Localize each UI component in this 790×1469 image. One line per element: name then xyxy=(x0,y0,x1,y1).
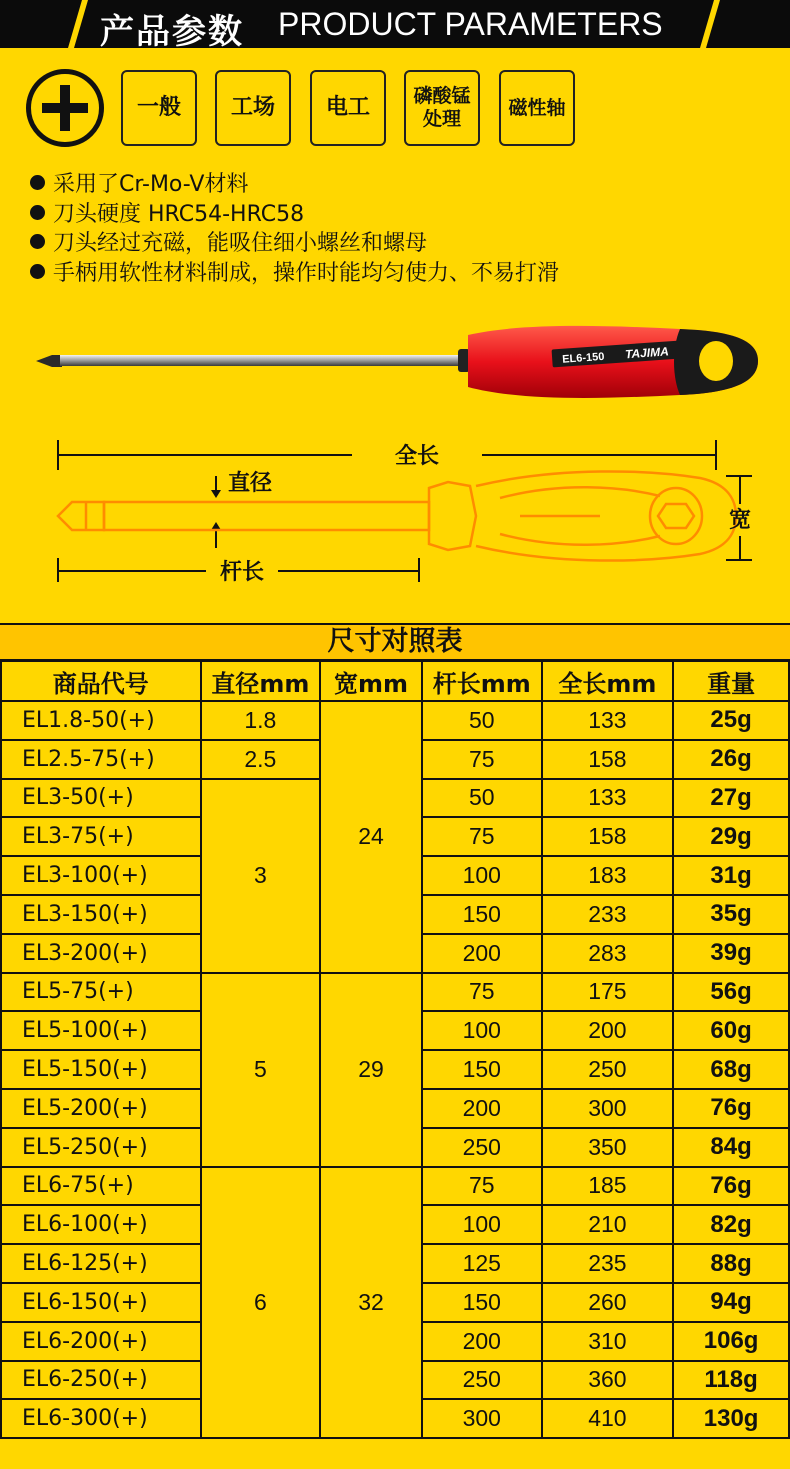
dimension-diagram xyxy=(0,430,790,595)
badge-manganese-phosphate: 磷酸锰 处理 xyxy=(404,70,480,146)
cell-total-length: 158 xyxy=(542,817,674,856)
tool-brand: TAJIMA xyxy=(624,344,670,362)
cell-total-length: 300 xyxy=(542,1089,674,1128)
cell-code: EL3-50(+) xyxy=(1,779,201,818)
table-row xyxy=(1,973,789,1012)
cell-weight: 68g xyxy=(673,1050,789,1089)
feature-item: 刀头经过充磁，能吸住细小螺丝和螺母 xyxy=(30,227,559,257)
cell-weight: 118g xyxy=(673,1361,789,1400)
cell-weight: 29g xyxy=(673,817,789,856)
cell-code: EL3-100(+) xyxy=(1,856,201,895)
cell-shaft-length: 200 xyxy=(422,1322,542,1361)
cell-weight: 76g xyxy=(673,1167,789,1206)
header-slash-icon xyxy=(700,0,720,48)
header-slash-icon xyxy=(68,0,88,48)
cell-diameter: 1.8 xyxy=(201,701,321,740)
cell-total-length: 133 xyxy=(542,779,674,818)
cell-diameter: 3 xyxy=(201,779,321,973)
cell-weight: 94g xyxy=(673,1283,789,1322)
cell-code: EL5-75(+) xyxy=(1,973,201,1012)
cell-total-length: 210 xyxy=(542,1205,674,1244)
cell-total-length: 260 xyxy=(542,1283,674,1322)
feature-item: 采用了Cr-Mo-V材料 xyxy=(30,168,559,198)
cell-total-length: 410 xyxy=(542,1399,674,1438)
cell-shaft-length: 100 xyxy=(422,856,542,895)
table-header-row xyxy=(1,661,789,701)
cell-total-length: 360 xyxy=(542,1361,674,1400)
table-row xyxy=(1,701,789,740)
cell-total-length: 175 xyxy=(542,973,674,1012)
badge-factory: 工场 xyxy=(215,70,291,146)
cell-total-length: 233 xyxy=(542,895,674,934)
cell-weight: 84g xyxy=(673,1128,789,1167)
header-weight: 重量 xyxy=(673,661,789,701)
cell-total-length: 158 xyxy=(542,740,674,779)
cell-code: EL6-75(+) xyxy=(1,1167,201,1206)
cell-shaft-length: 300 xyxy=(422,1399,542,1438)
cell-weight: 76g xyxy=(673,1089,789,1128)
cell-width: 32 xyxy=(320,1167,422,1439)
table-row xyxy=(1,1167,789,1206)
cell-shaft-length: 75 xyxy=(422,817,542,856)
cell-shaft-length: 75 xyxy=(422,1167,542,1206)
cell-diameter: 2.5 xyxy=(201,740,321,779)
header-bar xyxy=(0,0,790,52)
bullet-icon xyxy=(30,234,45,249)
cell-code: EL5-100(+) xyxy=(1,1011,201,1050)
overall-length-label: 全长 xyxy=(394,444,440,469)
badge-general: 一般 xyxy=(121,70,197,146)
cell-code: EL6-300(+) xyxy=(1,1399,201,1438)
cell-width: 24 xyxy=(320,701,422,973)
cell-weight: 39g xyxy=(673,934,789,973)
width-label: 宽 xyxy=(728,508,752,533)
feature-item: 手柄用软性材料制成，操作时能均匀使力、不易打滑 xyxy=(30,257,559,287)
cell-shaft-length: 100 xyxy=(422,1205,542,1244)
cell-total-length: 185 xyxy=(542,1167,674,1206)
cell-weight: 25g xyxy=(673,701,789,740)
cell-shaft-length: 125 xyxy=(422,1244,542,1283)
bullet-icon xyxy=(30,264,45,279)
shaft-length-label: 杆长 xyxy=(219,560,265,585)
size-table xyxy=(0,660,790,1439)
header-code: 商品代号 xyxy=(1,661,201,701)
cell-weight: 130g xyxy=(673,1399,789,1438)
cell-code: EL6-100(+) xyxy=(1,1205,201,1244)
cell-diameter: 6 xyxy=(201,1167,321,1439)
cell-weight: 26g xyxy=(673,740,789,779)
cell-shaft-length: 200 xyxy=(422,934,542,973)
header-title-en: PRODUCT PARAMETERS xyxy=(278,6,663,42)
cell-code: EL1.8-50(+) xyxy=(1,701,201,740)
feature-list xyxy=(30,168,559,286)
cell-weight: 31g xyxy=(673,856,789,895)
feature-item: 刀头硬度 HRC54-HRC58 xyxy=(30,198,559,228)
cell-code: EL3-200(+) xyxy=(1,934,201,973)
cell-total-length: 350 xyxy=(542,1128,674,1167)
cell-code: EL6-200(+) xyxy=(1,1322,201,1361)
cell-code: EL3-150(+) xyxy=(1,895,201,934)
cell-weight: 35g xyxy=(673,895,789,934)
header-shaft-length: 杆长mm xyxy=(422,661,542,701)
cell-code: EL5-250(+) xyxy=(1,1128,201,1167)
cell-total-length: 235 xyxy=(542,1244,674,1283)
cell-code: EL6-125(+) xyxy=(1,1244,201,1283)
header-total-length: 全长mm xyxy=(542,661,674,701)
cell-code: EL5-150(+) xyxy=(1,1050,201,1089)
cell-total-length: 200 xyxy=(542,1011,674,1050)
phillips-cross-icon xyxy=(26,69,104,147)
cell-code: EL6-250(+) xyxy=(1,1361,201,1400)
cell-code: EL6-150(+) xyxy=(1,1283,201,1322)
tool-label: EL6-150 xyxy=(561,350,605,366)
bullet-icon xyxy=(30,205,45,220)
cell-weight: 60g xyxy=(673,1011,789,1050)
badge-electrician: 电工 xyxy=(310,70,386,146)
cell-shaft-length: 200 xyxy=(422,1089,542,1128)
cell-weight: 88g xyxy=(673,1244,789,1283)
cell-shaft-length: 100 xyxy=(422,1011,542,1050)
cell-shaft-length: 50 xyxy=(422,779,542,818)
cell-shaft-length: 150 xyxy=(422,895,542,934)
cell-total-length: 283 xyxy=(542,934,674,973)
cell-code: EL3-75(+) xyxy=(1,817,201,856)
cell-weight: 27g xyxy=(673,779,789,818)
cell-total-length: 183 xyxy=(542,856,674,895)
cell-diameter: 5 xyxy=(201,973,321,1167)
screwdriver-image xyxy=(0,315,790,425)
cell-shaft-length: 250 xyxy=(422,1361,542,1400)
cell-shaft-length: 150 xyxy=(422,1050,542,1089)
header-title-cn: 产品参数 xyxy=(100,12,244,52)
cell-shaft-length: 50 xyxy=(422,701,542,740)
table-title: 尺寸对照表 xyxy=(0,623,790,661)
cell-weight: 106g xyxy=(673,1322,789,1361)
header-diameter: 直径mm xyxy=(201,661,321,701)
bullet-icon xyxy=(30,175,45,190)
cell-code: EL5-200(+) xyxy=(1,1089,201,1128)
cell-total-length: 133 xyxy=(542,701,674,740)
cell-shaft-length: 150 xyxy=(422,1283,542,1322)
header-width: 宽mm xyxy=(320,661,422,701)
cell-weight: 82g xyxy=(673,1205,789,1244)
cell-shaft-length: 75 xyxy=(422,973,542,1012)
diameter-label: 直径 xyxy=(228,471,273,496)
cell-total-length: 250 xyxy=(542,1050,674,1089)
cell-shaft-length: 250 xyxy=(422,1128,542,1167)
cell-total-length: 310 xyxy=(542,1322,674,1361)
cell-weight: 56g xyxy=(673,973,789,1012)
badge-magnetic-shaft: 磁性轴 xyxy=(499,70,575,146)
cell-width: 29 xyxy=(320,973,422,1167)
cell-shaft-length: 75 xyxy=(422,740,542,779)
cell-code: EL2.5-75(+) xyxy=(1,740,201,779)
